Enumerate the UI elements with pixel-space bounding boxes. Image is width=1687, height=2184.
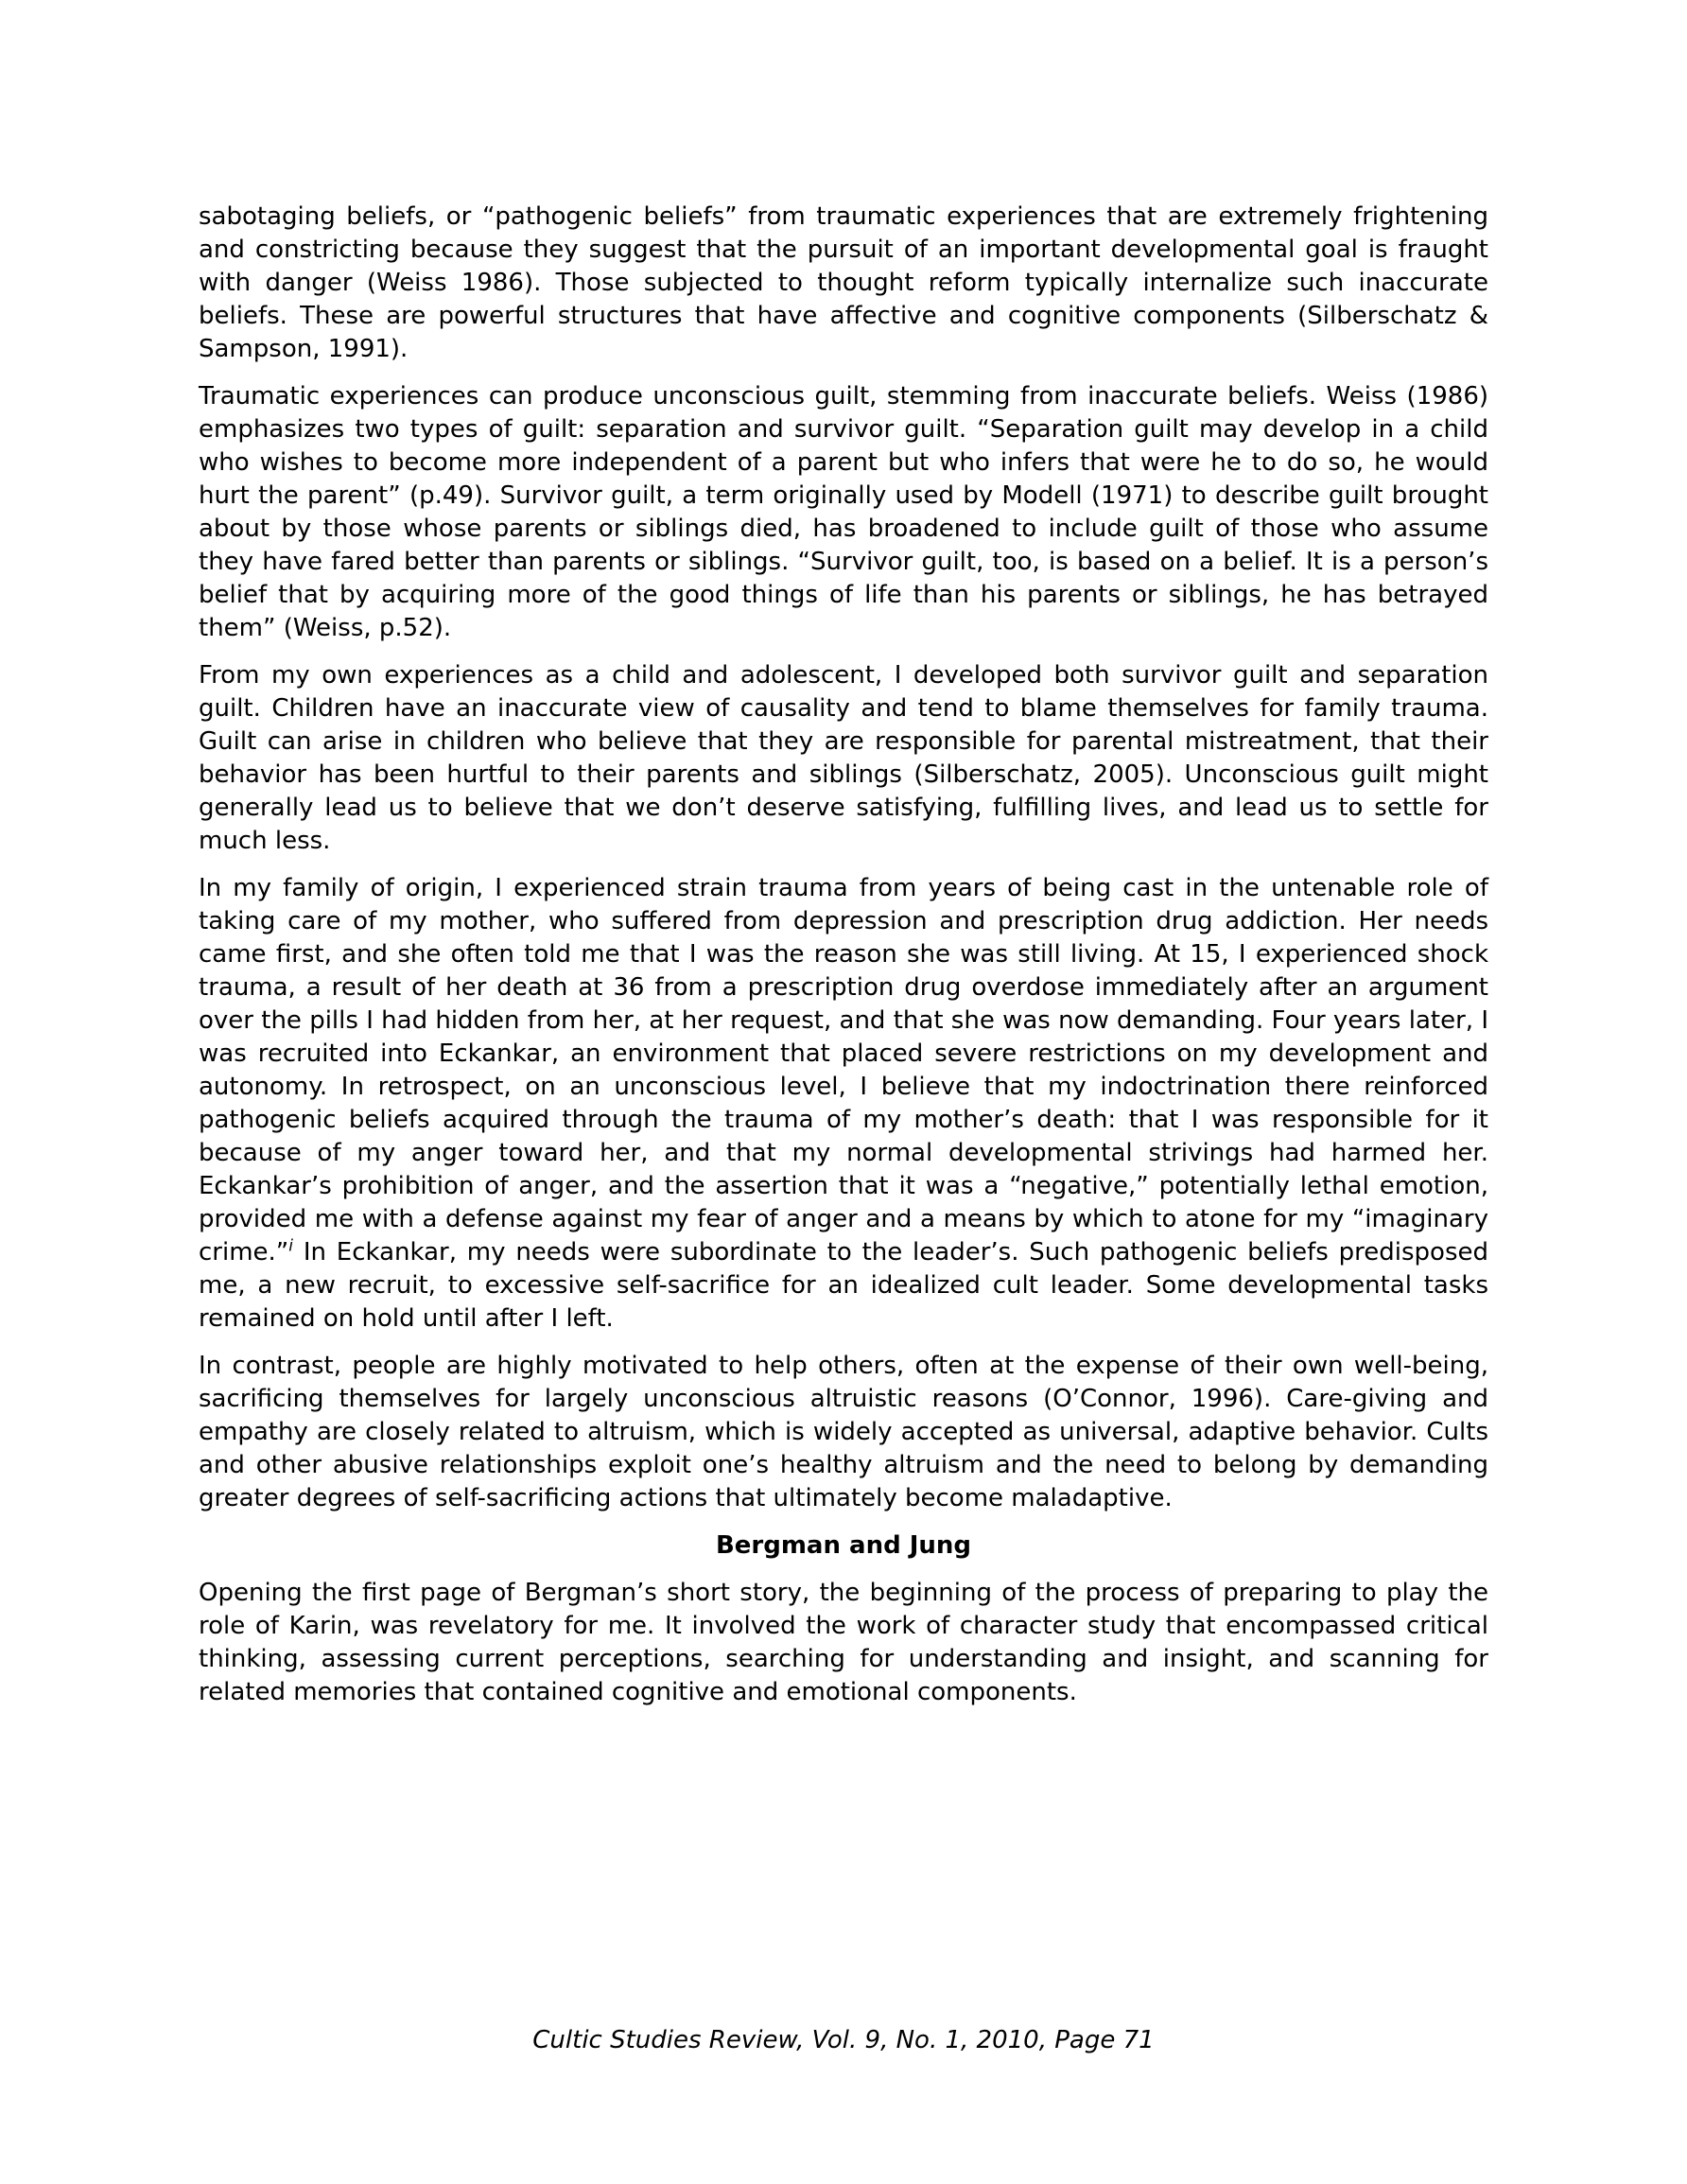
paragraph-altruism: In contrast, people are highly motivated to help others, often at the expense of their own well-being, sacrificing themselves for largely unconscious altruistic reasons (O’Connor, 1996). Care-giving and empathy are closely related to altruism, which is widely accepted as universal, adaptive behavior. Cults and other abusive relationships exploit one’s healthy altruism and the need to belong by demanding greater degrees of self-sacrificing actions that ultimately become maladaptive. <box>199 1352 1488 1512</box>
paragraph-family-of-origin-text: In my family of origin, I experienced strain trauma from years of being cast in the untenable role of taking care of my mother, who suffered from depression and prescription drug addiction. Her needs came first, and she often told me that I was the reason she was still living. At 15, I experienced shock trauma, a result of her death at 36 from a prescription drug overdose immediately after an argument over the pills I had hidden from her, at her request, and that she was now demanding. Four years later, I was recruited into Eckankar, an environment that placed severe restrictions on my development and autonomy. In retrospect, on an unconscious level, I believe that my indoctrination there reinforced pathogenic beliefs acquired through the trauma of my mother’s death: that I was responsible for it because of my anger toward her, and that my normal developmental strivings had harmed her. Eckankar’s prohibition of anger, and the assertion that it was a “negative,” potentially lethal emotion, provided me with a defense against my fear of anger and a means by which to atone for my “imaginary crime.” <box>199 874 1488 1267</box>
paragraph-own-experiences: From my own experiences as a child and adolescent, I developed both survivor guilt and separation guilt. Children have an inaccurate view of causality and tend to blame themselves for family trauma. Guilt can arise in children who believe that they are responsible for parental mistreatment, that their behavior has been hurtful to their parents and siblings (Silberschatz, 2005). Unconscious guilt might generally lead us to believe that we don’t deserve satisfying, fulfilling lives, and lead us to settle for much less. <box>199 661 1488 855</box>
journal-footer: Cultic Studies Review, Vol. 9, No. 1, 2010, Page 71 <box>532 2026 1155 2054</box>
paragraph-family-of-origin <box>199 872 1488 1336</box>
paragraph-traumatic-experiences: Traumatic experiences can produce unconscious guilt, stemming from inaccurate beliefs. Weiss (1986) emphasizes two types of guilt: separation and survivor guilt. “Separation guilt may develop in a child who wishes to become more independent of a parent but who infers that were he to do so, he would hurt the parent” (p.49). Survivor guilt, a term originally used by Modell (1971) to describe guilt brought about by those whose parents or siblings died, has broadened to include guilt of those who assume they have fared better than parents or siblings. “Survivor guilt, too, is based on a belief. It is a person’s belief that by acquiring more of the good things of life than his parents or siblings, he has betrayed them” (Weiss, p.52). <box>199 382 1488 642</box>
paragraph-bergman-short-story: Opening the first page of Bergman’s short story, the beginning of the process of preparing to play the role of Karin, was revelatory for me. It involved the work of character study that encompassed critical thinking, assessing current perceptions, searching for understanding and insight, and scanning for related memories that contained cognitive and emotional components. <box>199 1579 1488 1706</box>
footnote-marker-i: i <box>288 1236 293 1256</box>
paragraph-pathogenic-beliefs: sabotaging beliefs, or “pathogenic beliefs” from traumatic experiences that are extremely frightening and constricting because they suggest that the pursuit of an important developmental goal is fraught with danger (Weiss 1986). Those subjected to thought reform typically internalize such inaccurate beliefs. These are powerful structures that have affective and cognitive components (Silberschatz & Sampson, 1991). <box>199 202 1488 363</box>
article-body <box>199 201 1488 1723</box>
section-heading-bergman-and-jung: Bergman and Jung <box>715 1531 972 1560</box>
paragraph-family-of-origin-continued: In Eckankar, my needs were subordinate to the leader’s. Such pathogenic beliefs predisposed me, a new recruit, to excessive self-sacrifice for an idealized cult leader. Some developmental tasks remained on hold until after I left. <box>199 1238 1488 1333</box>
